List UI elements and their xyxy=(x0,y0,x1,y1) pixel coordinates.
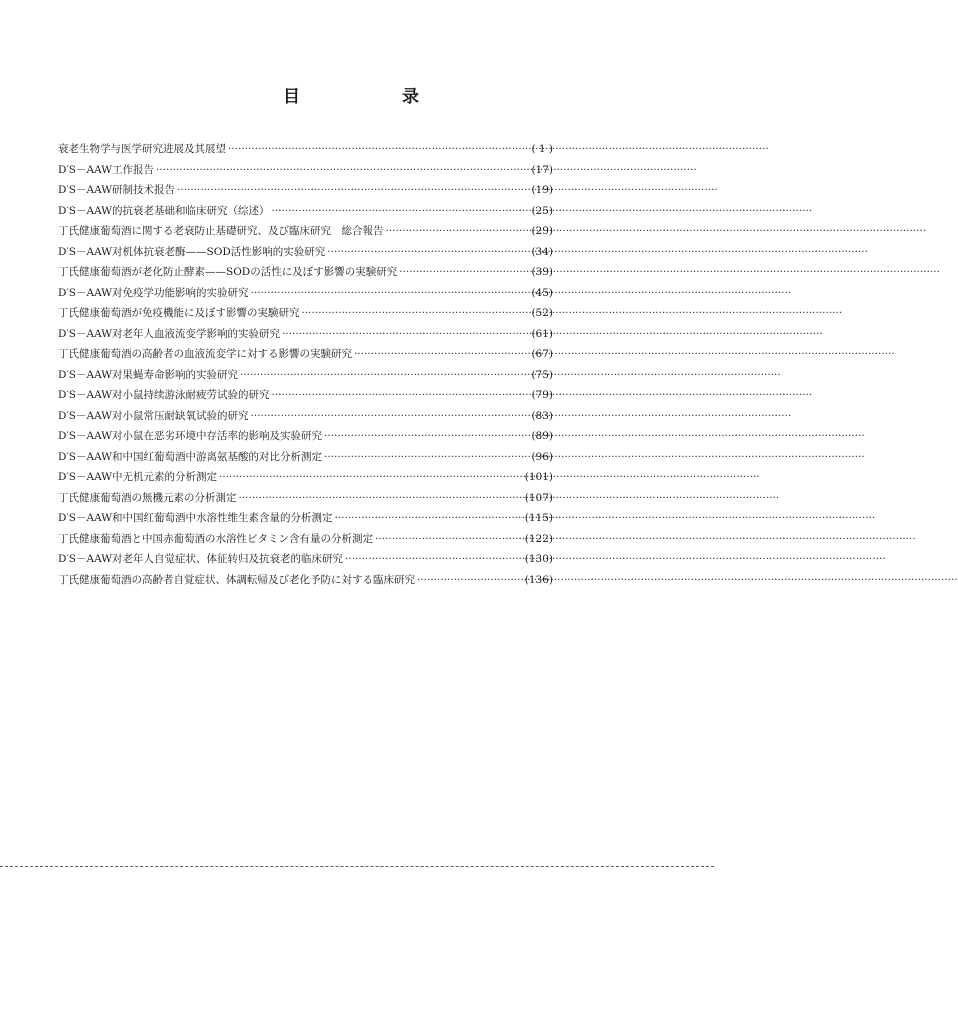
toc-entry-page: (107) xyxy=(524,491,553,504)
toc-dot-leader xyxy=(417,570,511,591)
toc-entry-title: D′S－AAW对小鼠常压耐缺氧试验的研究 xyxy=(58,409,249,422)
toc-entry-page: (25) xyxy=(531,204,553,217)
toc-entry-page: (39) xyxy=(531,266,553,278)
toc-entry-page: (61) xyxy=(531,327,553,340)
toc-entry xyxy=(58,324,553,345)
toc-entry-page: (45) xyxy=(531,286,553,299)
table-of-contents xyxy=(58,139,553,590)
toc-entry xyxy=(58,262,553,283)
toc-dot-leader xyxy=(239,488,512,509)
toc-entry-title: 丁氏健康葡萄酒の高齢者の血液流変学に対する影響の実験研究 xyxy=(58,348,352,360)
toc-dot-leader xyxy=(240,365,511,386)
toc-entry-title: D′S－AAW对老年人血液流变学影响的实验研究 xyxy=(58,327,281,340)
toc-entry-title: D′S－AAW研制技术报告 xyxy=(58,184,176,196)
toc-entry xyxy=(58,283,553,304)
toc-dot-leader xyxy=(354,344,511,365)
toc-entry xyxy=(58,221,553,242)
toc-entry-page: (115) xyxy=(524,512,553,524)
toc-entry xyxy=(58,385,553,406)
toc-entry-title: 丁氏健康葡萄酒の無機元素の分析測定 xyxy=(58,491,237,504)
toc-entry-title: D′S－AAW对机体抗衰老酶——SOD活性影响的实验研究 xyxy=(58,245,326,258)
toc-entry xyxy=(58,529,553,550)
toc-entry xyxy=(58,365,553,386)
toc-entry-title: 衰老生物学与医学研究进展及其展望 xyxy=(58,143,226,155)
toc-entry-page: (29) xyxy=(531,225,553,237)
toc-entry xyxy=(58,406,553,427)
toc-entry-title: 丁氏健康葡萄酒の高齢者自覚症状、体調転帰及び老化予防に対する臨床研究 xyxy=(58,573,415,586)
toc-entry-title: D′S－AAW的抗衰老基础和临床研究（综述） xyxy=(58,204,270,217)
toc-entry xyxy=(58,344,553,365)
toc-dot-leader xyxy=(219,467,511,488)
toc-entry-title: D′S－AAW对老年人自觉症状、体征转归及抗衰老的临床研究 xyxy=(58,553,344,565)
toc-entry-page: (17) xyxy=(531,163,553,176)
toc-dot-leader xyxy=(324,447,511,468)
toc-entry xyxy=(58,549,553,570)
toc-entry-title: D′S－AAW中无机元素的分析测定 xyxy=(58,471,218,483)
toc-dot-leader xyxy=(335,508,511,529)
toc-entry-title: D′S－AAW对免疫学功能影响的实验研究 xyxy=(58,286,249,299)
toc-entry xyxy=(58,447,553,468)
toc-dot-leader xyxy=(399,262,511,283)
toc-entry-title: D′S－AAW对小鼠持续游泳耐疲劳试验的研究 xyxy=(58,389,270,401)
toc-dot-leader xyxy=(375,529,511,550)
toc-entry-title: D′S－AAW和中国红葡萄酒中水溶性维生素含量的分析测定 xyxy=(58,512,333,524)
toc-dot-leader xyxy=(251,406,511,427)
toc-entry-page: (122) xyxy=(524,532,553,545)
toc-dot-leader xyxy=(272,385,511,406)
toc-entry xyxy=(58,160,553,181)
toc-entry-title: D′S－AAW和中国红葡萄酒中游离氨基酸的对比分析测定 xyxy=(58,450,323,463)
toc-dot-leader xyxy=(251,283,511,304)
toc-entry xyxy=(58,303,553,324)
toc-entry xyxy=(58,467,553,488)
toc-entry xyxy=(58,488,553,509)
toc-dot-leader xyxy=(177,180,511,201)
toc-entry-page: (130) xyxy=(524,553,553,565)
toc-entry-page: (52) xyxy=(531,307,553,319)
toc-entry-title: D′S－AAW对小鼠在恶劣环境中存活率的影响及实验研究 xyxy=(58,430,323,442)
toc-entry-title: 丁氏健康葡萄酒が老化防止酵素——SODの活性に及ぼす影響の実験研究 xyxy=(58,266,398,278)
toc-entry-page: (136) xyxy=(524,573,553,586)
toc-dot-leader xyxy=(228,139,511,160)
toc-entry-title: D′S－AAW对果蝇寿命影响的实验研究 xyxy=(58,368,239,381)
toc-entry-page: (79) xyxy=(531,389,553,401)
toc-entry xyxy=(58,570,553,591)
page-title: 目 录 xyxy=(283,87,467,107)
toc-dot-leader xyxy=(386,221,512,242)
toc-entry xyxy=(58,180,553,201)
toc-entry-title: 丁氏健康葡萄酒に関する老衰防止基礎研究、及び臨床研究 総合報告 xyxy=(58,225,384,237)
toc-dot-leader xyxy=(156,160,511,181)
toc-dot-leader xyxy=(324,426,511,447)
toc-entry xyxy=(58,139,553,160)
page-fold-line xyxy=(0,866,714,867)
toc-entry xyxy=(58,201,553,222)
toc-entry xyxy=(58,508,553,529)
toc-entry-page: (89) xyxy=(531,430,553,442)
toc-entry-page: (101) xyxy=(524,471,553,483)
toc-entry-title: 丁氏健康葡萄酒が免疫機能に及ぼす影響の実験研究 xyxy=(58,307,300,319)
toc-entry xyxy=(58,426,553,447)
toc-entry-title: D′S－AAW工作报告 xyxy=(58,163,155,176)
toc-entry-page: (19) xyxy=(531,184,553,196)
toc-entry-page: (34) xyxy=(531,245,553,258)
toc-entry-page: ( 1 ) xyxy=(531,143,553,155)
toc-dot-leader xyxy=(345,549,511,570)
toc-entry-page: (67) xyxy=(531,348,553,360)
toc-dot-leader xyxy=(302,303,512,324)
toc-dot-leader xyxy=(282,324,511,345)
toc-dot-leader xyxy=(327,242,511,263)
toc-entry-page: (75) xyxy=(531,368,553,381)
toc-entry-title: 丁氏健康葡萄酒と中国赤葡萄酒の水溶性ビタミン含有量の分析測定 xyxy=(58,532,373,545)
toc-entry-page: (83) xyxy=(531,409,553,422)
toc-entry xyxy=(58,242,553,263)
toc-dot-leader xyxy=(272,201,511,222)
toc-entry-page: (96) xyxy=(531,450,553,463)
